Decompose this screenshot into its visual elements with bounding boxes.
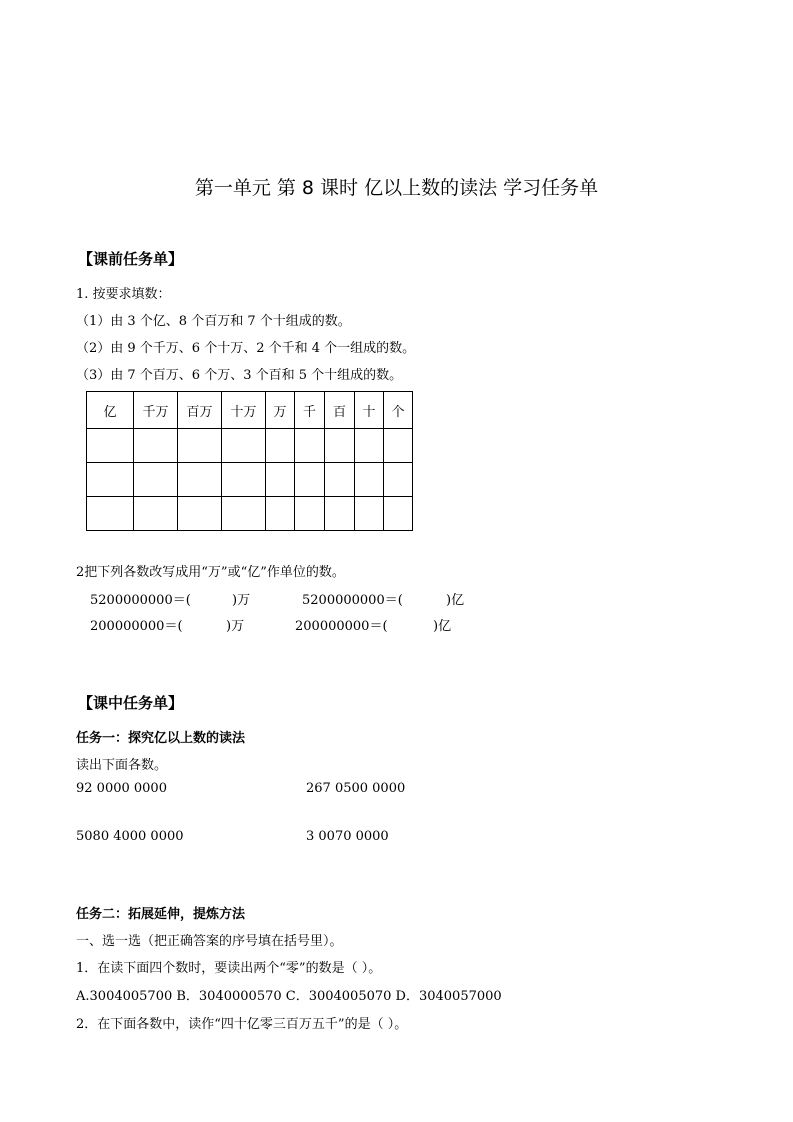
task1-prompt: 读出下面各数。	[76, 758, 168, 773]
pre-task-heading: 【课前任务单】	[78, 250, 184, 268]
table-row	[87, 497, 413, 531]
place-value-table	[86, 391, 413, 531]
q2-intro: 2把下列各数改写成用“万”或“亿”作单位的数。	[76, 565, 345, 580]
number-item: 5080 4000 0000	[76, 829, 184, 844]
header-cell: 十万	[222, 392, 266, 429]
answer-cell[interactable]	[134, 429, 178, 463]
task2-title: 任务二：拓展延伸，提炼方法	[76, 907, 246, 922]
q1-item-1: （1）由 3 个亿、8 个百万和 7 个十组成的数。	[76, 314, 351, 329]
header-cell: 千万	[134, 392, 178, 429]
table-row	[87, 429, 413, 463]
header-cell: 万	[266, 392, 295, 429]
q2-row-1-right-number: 5200000000＝(	[302, 593, 403, 608]
answer-cell[interactable]	[295, 463, 325, 497]
header-cell: 百万	[178, 392, 222, 429]
q1-intro: 1. 按要求填数：	[76, 287, 171, 302]
header-cell: 千	[295, 392, 325, 429]
answer-cell[interactable]	[355, 497, 384, 531]
answer-cell[interactable]	[222, 463, 266, 497]
answer-cell[interactable]	[295, 429, 325, 463]
number-item: 267 0500 0000	[306, 781, 406, 796]
q2-row-2-right-number: 200000000＝(	[295, 619, 388, 634]
answer-cell[interactable]	[134, 497, 178, 531]
q2-row-1-left-number: 5200000000＝(	[90, 593, 191, 608]
answer-cell[interactable]	[384, 463, 413, 497]
answer-cell[interactable]	[222, 429, 266, 463]
choice-question-1-options: A.3004005700 B．3040000570 C．3004005070 D．3040057000	[76, 989, 502, 1004]
answer-cell[interactable]	[87, 429, 134, 463]
answer-cell[interactable]	[87, 497, 134, 531]
answer-cell[interactable]	[325, 463, 355, 497]
q1-item-2: （2）由 9 个千万、6 个十万、2 个千和 4 个一组成的数。	[76, 341, 416, 356]
number-item: 3 0070 0000	[306, 829, 389, 844]
header-cell: 百	[325, 392, 355, 429]
answer-cell[interactable]	[178, 497, 222, 531]
answer-cell[interactable]	[325, 429, 355, 463]
answer-cell[interactable]	[134, 463, 178, 497]
table-header-row	[87, 392, 413, 429]
answer-cell[interactable]	[266, 463, 295, 497]
answer-cell[interactable]	[266, 429, 295, 463]
choice-question-2: 2．在下面各数中，读作“四十亿零三百万五千”的是（ ）。	[76, 1017, 408, 1032]
q2-row-1-left-unit: )万	[232, 593, 251, 608]
answer-cell[interactable]	[222, 497, 266, 531]
answer-cell[interactable]	[384, 497, 413, 531]
answer-cell[interactable]	[295, 497, 325, 531]
q1-item-3: （3）由 7 个百万、6 个万、3 个百和 5 个十组成的数。	[76, 368, 403, 383]
header-cell: 个	[384, 392, 413, 429]
in-task-heading: 【课中任务单】	[78, 694, 184, 712]
q2-row-2-left-number: 200000000＝(	[90, 619, 183, 634]
q2-row-1-right-unit: )亿	[446, 593, 465, 608]
q2-row-2-left-unit: )万	[226, 619, 245, 634]
answer-cell[interactable]	[87, 463, 134, 497]
answer-cell[interactable]	[178, 429, 222, 463]
answer-cell[interactable]	[384, 429, 413, 463]
answer-cell[interactable]	[266, 497, 295, 531]
task1-title: 任务一：探究亿以上数的读法	[76, 731, 246, 746]
answer-cell[interactable]	[355, 429, 384, 463]
answer-cell[interactable]	[325, 497, 355, 531]
number-item: 92 0000 0000	[76, 781, 167, 796]
page-title: 第一单元 第 8 课时 亿以上数的读法 学习任务单	[194, 177, 599, 199]
q2-row-2-right-unit: )亿	[433, 619, 452, 634]
answer-cell[interactable]	[178, 463, 222, 497]
answer-cell[interactable]	[355, 463, 384, 497]
header-cell: 亿	[87, 392, 134, 429]
table-row	[87, 463, 413, 497]
choice-question-1: 1．在读下面四个数时，要读出两个“零”的数是（ ）。	[76, 961, 382, 976]
header-cell: 十	[355, 392, 384, 429]
task2-subheading: 一、选一选（把正确答案的序号填在括号里）。	[76, 934, 343, 949]
